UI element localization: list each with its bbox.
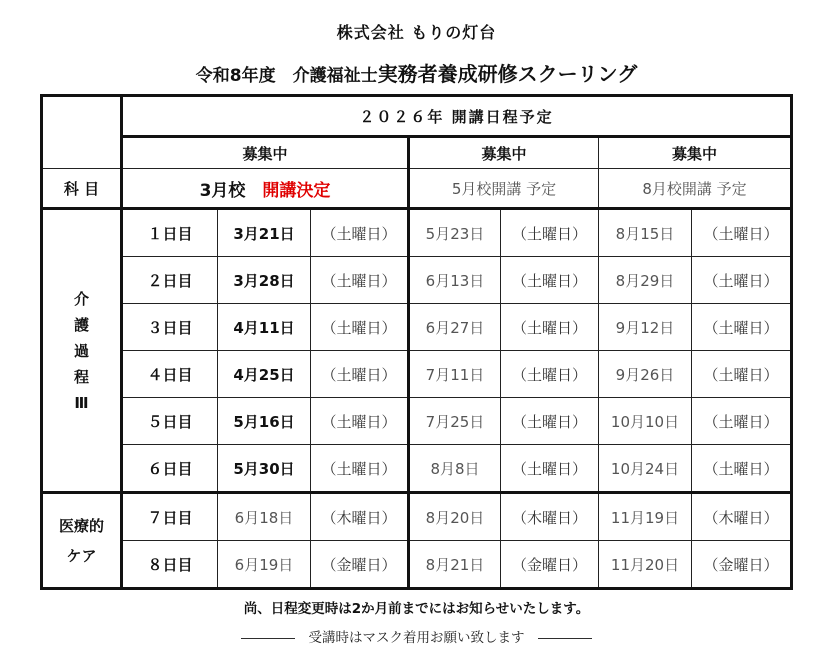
corner-cell [42,96,122,169]
session-march-status: 開講決定 [262,180,331,201]
weekday-may: （金曜日） [501,541,599,589]
table-row [42,445,792,493]
group-label-char: Ⅲ [74,393,89,412]
mask-notice: ―――― 受講時はマスク着用お願い致します ―――― [241,630,592,646]
date-may: 8月8日 [409,445,501,493]
weekday-march: （土曜日） [311,445,409,493]
subject-label: 科 目 [42,169,122,209]
day-label: ２日目 [122,257,218,304]
session-march [122,169,409,209]
date-august: 9月26日 [599,351,692,398]
day-label: ７日目 [122,493,218,541]
weekday-march: （土曜日） [311,209,409,257]
weekday-may: （土曜日） [501,209,599,257]
date-august: 8月15日 [599,209,692,257]
weekday-march: （土曜日） [311,351,409,398]
date-may: 7月11日 [409,351,501,398]
group-label-char: 医療的 [58,516,104,535]
group-label-kaigo [42,209,122,493]
weekday-may: （土曜日） [501,351,599,398]
schedule-change-notice: 尚、日程変更時は2か月前までにはお知らせいたします。 [243,601,590,617]
recruit-row [42,137,792,169]
course-title-prefix: 令和8年度 介護福祉士 [195,66,378,86]
weekday-august: （土曜日） [692,398,792,445]
date-march: 6月18日 [218,493,311,541]
recruit-label-august: 募集中 [599,137,792,169]
table-row [42,493,792,541]
day-label: ５日目 [122,398,218,445]
group-label-char: 程 [73,367,89,386]
date-march: 5月30日 [218,445,311,493]
group-label-char: 過 [73,341,89,360]
date-august: 10月24日 [599,445,692,493]
weekday-march: （土曜日） [311,304,409,351]
date-may: 7月25日 [409,398,501,445]
date-march: 3月28日 [218,257,311,304]
year-header-row [42,96,792,137]
day-label: １日目 [122,209,218,257]
group-label-char: 護 [73,315,89,334]
weekday-august: （土曜日） [692,304,792,351]
weekday-may: （土曜日） [501,398,599,445]
recruit-label-may: 募集中 [409,137,599,169]
group-label-char: 介 [73,289,89,308]
weekday-may: （土曜日） [501,304,599,351]
weekday-may: （木曜日） [501,493,599,541]
group-label-medical-care [42,493,122,589]
date-august: 9月12日 [599,304,692,351]
date-may: 8月21日 [409,541,501,589]
day-label: ８日目 [122,541,218,589]
recruit-label-march: 募集中 [122,137,409,169]
date-august: 11月19日 [599,493,692,541]
date-may: 5月23日 [409,209,501,257]
schedule-table [40,94,793,590]
weekday-march: （土曜日） [311,257,409,304]
table-row [42,351,792,398]
date-may: 8月20日 [409,493,501,541]
table-row [42,398,792,445]
day-label: ６日目 [122,445,218,493]
weekday-august: （土曜日） [692,351,792,398]
day-label: ３日目 [122,304,218,351]
weekday-august: （土曜日） [692,209,792,257]
weekday-march: （木曜日） [311,493,409,541]
date-march: 4月25日 [218,351,311,398]
table-row [42,209,792,257]
table-row [42,304,792,351]
weekday-march: （金曜日） [311,541,409,589]
company-name: 株式会社 もりの灯台 [336,23,497,42]
date-may: 6月27日 [409,304,501,351]
weekday-august: （土曜日） [692,445,792,493]
weekday-may: （土曜日） [501,445,599,493]
date-march: 6月19日 [218,541,311,589]
course-title-main: 実務者養成研修スクーリング [377,62,638,86]
day-label: ４日目 [122,351,218,398]
subject-row [42,169,792,209]
group-label-char: ケア [66,546,97,565]
weekday-august: （金曜日） [692,541,792,589]
course-title [0,58,833,87]
session-march-name: 3月校 [199,180,246,201]
date-august: 8月29日 [599,257,692,304]
table-row [42,257,792,304]
session-august: 8月校開講 予定 [599,169,792,209]
weekday-august: （土曜日） [692,257,792,304]
weekday-march: （土曜日） [311,398,409,445]
date-may: 6月13日 [409,257,501,304]
weekday-may: （土曜日） [501,257,599,304]
date-march: 3月21日 [218,209,311,257]
date-august: 11月20日 [599,541,692,589]
year-title: ２０２６年 開講日程予定 [122,96,792,137]
date-march: 4月11日 [218,304,311,351]
date-march: 5月16日 [218,398,311,445]
table-row [42,541,792,589]
date-august: 10月10日 [599,398,692,445]
weekday-august: （木曜日） [692,493,792,541]
session-may: 5月校開講 予定 [409,169,599,209]
